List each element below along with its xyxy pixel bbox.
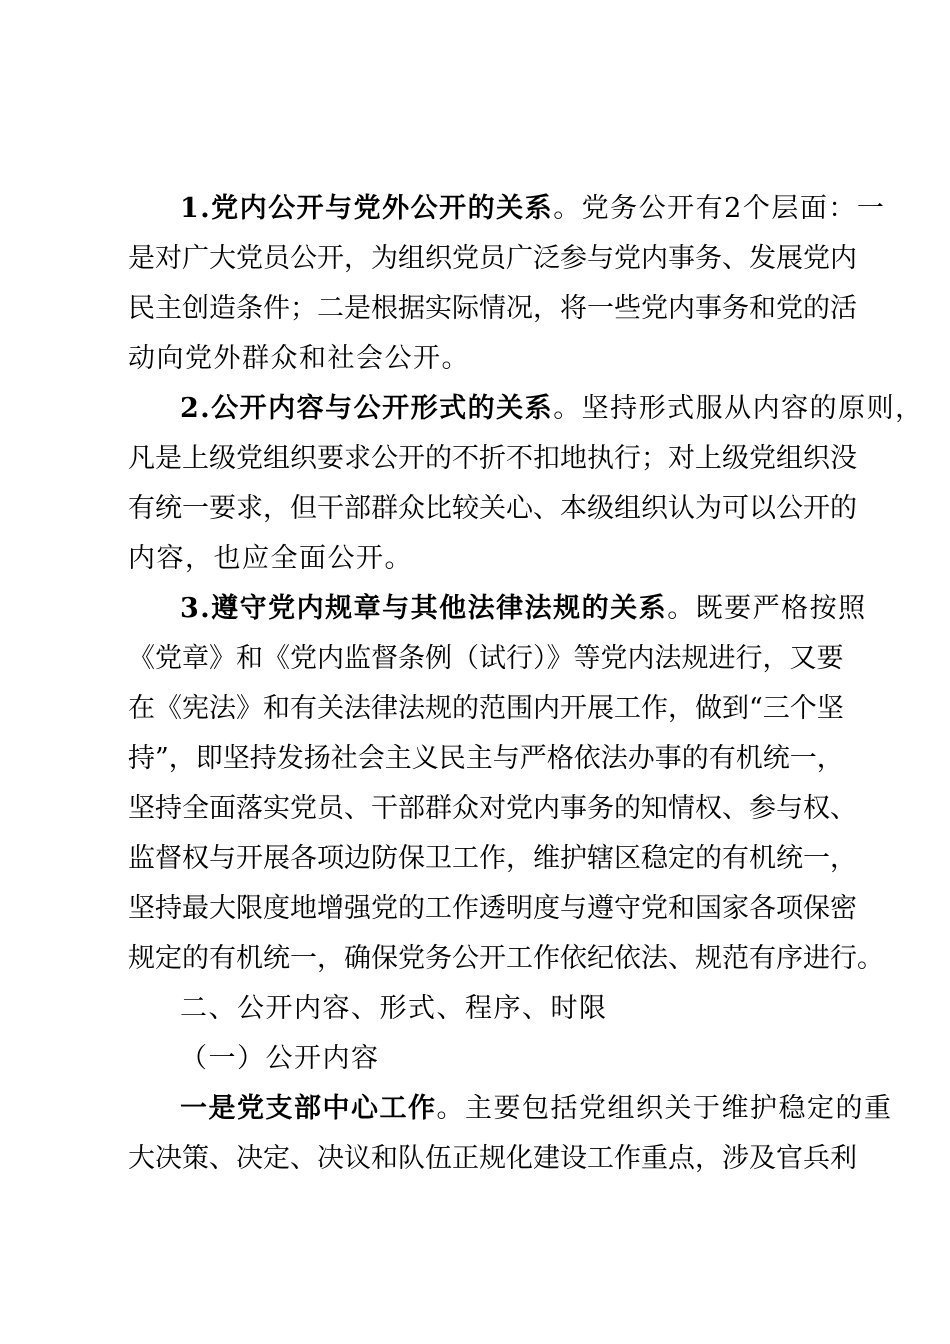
paragraph-1-line-1-text: 。党务公开有2个层面：一	[553, 193, 886, 224]
paragraph-1-line-2: 是对广大党员公开，为组织党员广泛参与党内事务、发展党内	[128, 243, 857, 274]
paragraph-2-line-4: 内容，也应全面公开。	[128, 543, 413, 574]
paragraph-2-line-1-text: 。坚持形式服从内容的原则，	[553, 393, 924, 424]
paragraph-1-heading: 1.党内公开与党外公开的关系	[180, 193, 554, 224]
paragraph-4-line-2: 大决策、决定、决议和队伍正规化建设工作重点，涉及官兵利	[128, 1143, 857, 1174]
section-heading: 二、公开内容、形式、程序、时限	[180, 993, 608, 1024]
paragraph-3-line-6: 监督权与开展各项边防保卫工作，维护辖区稳定的有机统一，	[128, 843, 857, 874]
paragraph-3-line-1-text: 。既要严格按照	[667, 593, 867, 624]
paragraph-4-heading: 一是党支部中心工作	[180, 1093, 437, 1124]
paragraph-3-line-7: 坚持最大限度地增强党的工作透明度与遵守党和国家各项保密	[128, 893, 857, 924]
paragraph-2-line-1	[180, 392, 924, 426]
paragraph-4-line-1	[180, 1092, 893, 1126]
paragraph-3-line-5: 坚持全面落实党员、干部群众对党内事务的知情权、参与权、	[128, 793, 857, 824]
paragraph-2-heading: 2.公开内容与公开形式的关系	[180, 393, 554, 424]
paragraph-3-line-8: 规定的有机统一，确保党务公开工作依纪依法、规范有序进行。	[128, 943, 884, 974]
paragraph-3-line-3: 在《宪法》和有关法律法规的范围内开展工作，做到“三个坚	[128, 693, 844, 724]
paragraph-3-line-1	[180, 592, 867, 626]
paragraph-1-line-1	[180, 192, 885, 226]
paragraph-1-line-3: 民主创造条件；二是根据实际情况，将一些党内事务和党的活	[128, 293, 857, 324]
paragraph-4-line-1-text: 。主要包括党组织关于维护稳定的重	[436, 1093, 893, 1124]
paragraph-2-line-2: 凡是上级党组织要求公开的不折不扣地执行；对上级党组织没	[128, 443, 857, 474]
paragraph-1-line-4: 动向党外群众和社会公开。	[128, 343, 470, 374]
paragraph-3-line-4: 持”，即坚持发扬社会主义民主与严格依法办事的有机统一，	[128, 743, 844, 774]
paragraph-3-line-2: 《党章》和《党内监督条例（试行）》等党内法规进行，又要	[128, 643, 844, 674]
subsection-heading: （一）公开内容	[180, 1043, 380, 1074]
paragraph-2-line-3: 有统一要求，但干部群众比较关心、本级组织认为可以公开的	[128, 493, 857, 524]
paragraph-3-heading: 3.遵守党内规章与其他法律法规的关系	[180, 593, 668, 624]
